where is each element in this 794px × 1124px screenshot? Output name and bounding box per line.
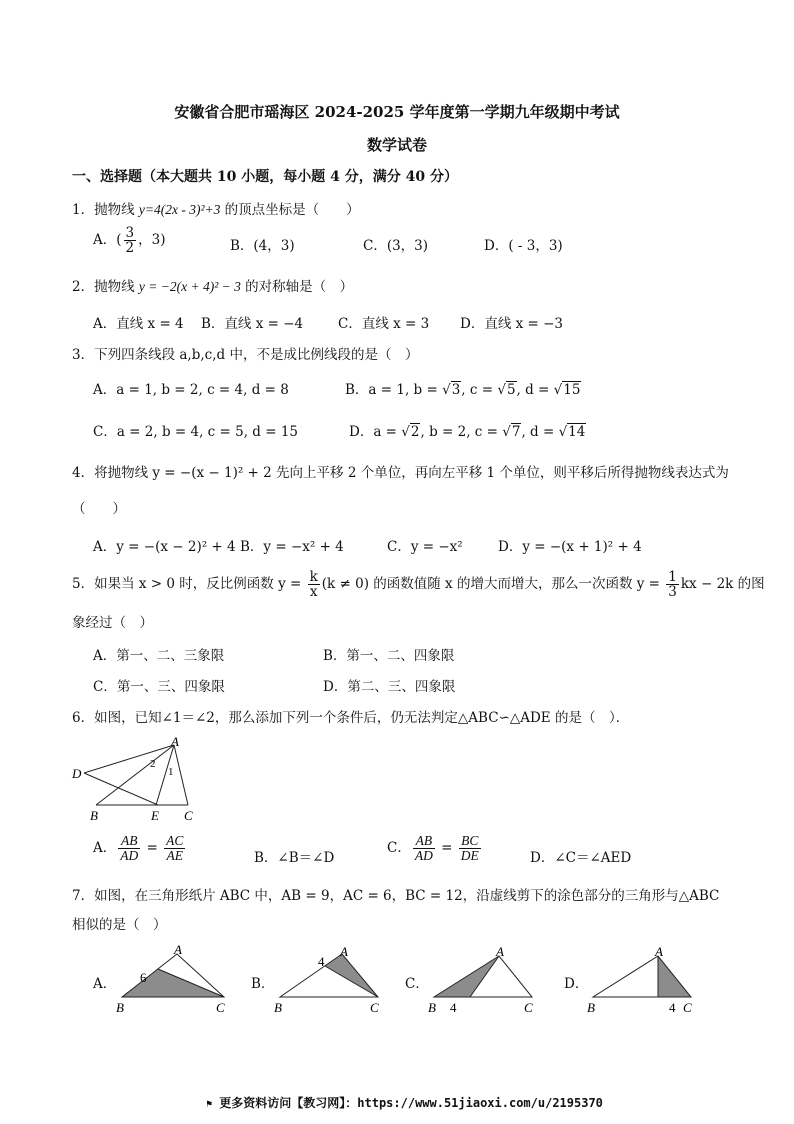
- label-c: C: [524, 1000, 533, 1015]
- question-6-stem: 6．如图，已知∠1＝∠2，那么添加下列一个条件后，仍无法判定△ABC∽△ADE 的是（ ）．: [72, 710, 630, 726]
- question-5-stem: 5．如果当 x > 0 时，反比例函数 y = $\frac{k}{x}$ (k ≠ 0) 的函数值随 x 的增大而增大，那么一次函数 y = $\frac{1}{3}$ kx − 2k 的图: [72, 569, 765, 601]
- page-subtitle: 数学试卷: [366, 136, 427, 154]
- label-b: B: [428, 1000, 436, 1015]
- q3-option-c: C．a = 2, b = 4, c = 5, d = 15: [93, 424, 298, 440]
- fig-label-c: C: [184, 808, 193, 823]
- fig-angle-2: 2: [150, 758, 156, 770]
- q5-stem-line2: 象经过（ ）: [72, 615, 153, 631]
- q4-option-d: D．y = −(x + 1)² + 4: [498, 539, 642, 555]
- footer-link[interactable]: [206, 1094, 603, 1111]
- label-c: C: [216, 1000, 225, 1015]
- label-a: A: [655, 944, 663, 959]
- question-4-stem: 4．将抛物线 y = −(x − 1)² + 2 先向上平移 2 个单位，再向左平移 1 个单位，则平移后所得抛物线表达式为: [72, 465, 729, 481]
- q2-option-c: C．直线 x = 3: [338, 316, 430, 332]
- q3-option-a: A．a = 1, b = 2, c = 4, d = 8: [93, 382, 289, 398]
- q1-option-d: D．( - 3，3): [484, 238, 563, 254]
- q5-option-b: B．第一、二、四象限: [323, 648, 455, 664]
- page-title: 安徽省合肥市瑶海区 2024-2025 学年度第一学期九年级期中考试: [174, 103, 620, 121]
- q2-option-d: D．直线 x = −3: [460, 316, 564, 332]
- q4-stem-paren: （ ）: [72, 501, 126, 517]
- label-len: 6: [140, 970, 147, 985]
- q7-label-b: B．: [251, 976, 275, 992]
- q7-figure-a: [112, 944, 234, 1016]
- q4-option-a: A．y = −(x − 2)² + 4: [93, 539, 236, 555]
- q4-option-b: B．y = −x² + 4: [240, 539, 344, 555]
- q2-option-b: B．直线 x = −4: [201, 316, 304, 332]
- fig-label-b: B: [90, 808, 98, 823]
- q2-option-a: A．直线 x = 4: [93, 316, 184, 332]
- q5-option-a: A．第一、二、三象限: [93, 648, 225, 664]
- q1-option-c: C．(3，3): [363, 238, 429, 254]
- q1-option-b: B．(4，3): [230, 238, 295, 254]
- label-b: B: [274, 1000, 282, 1015]
- question-3-stem: 3．下列四条线段 a,b,c,d 中，不是成比例线段的是（ ）: [72, 347, 419, 363]
- q5-option-c: C．第一、三、四象限: [93, 679, 225, 695]
- label-a: A: [340, 944, 348, 959]
- q7-label-c: C．: [405, 976, 429, 992]
- q4-option-c: C．y = −x²: [387, 539, 463, 555]
- q7-figure-d: [583, 944, 705, 1016]
- q6-option-c: C． $\frac{AB}{AD}$ = $\frac{BC}{DE}$: [387, 833, 479, 864]
- question-1-stem: 1．抛物线 y=4(2x - 3)²+3 的顶点坐标是（ ）: [72, 202, 360, 218]
- q3-option-b: B．a = 1, b = √3, c = √5, d = √15: [345, 382, 581, 398]
- label-c: C: [683, 1000, 692, 1015]
- label-len: 4: [450, 1000, 457, 1015]
- label-b: B: [116, 1000, 124, 1015]
- label-len: 4: [669, 1000, 676, 1015]
- footer-text: 更多资料访问【教习网】：https://www.51jiaoxi.com/u/2195370: [219, 1096, 603, 1110]
- q7-figure-b: [270, 944, 392, 1016]
- q3-option-d: D．a = √2, b = 2, c = √7, d = √14: [349, 424, 586, 440]
- question-7-stem: 7．如图，在三角形纸片 ABC 中，AB = 9，AC = 6，BC = 12，沿虚线剪下的涂色部分的三角形与△ABC: [72, 888, 720, 904]
- label-len: 4: [318, 954, 325, 969]
- section-heading: 一、选择题（本大题共 10 小题，每小题 4 分，满分 40 分）: [72, 169, 458, 185]
- fig-angle-1: 1: [168, 766, 174, 778]
- q6-option-b: B．∠B＝∠D: [254, 850, 335, 866]
- question-2-stem: 2．抛物线 y = −2(x + 4)² − 3 的对称轴是（ ）: [72, 279, 354, 295]
- q6-option-a: A． $\frac{AB}{AD}$ = $\frac{AC}{AE}$: [93, 833, 184, 864]
- q7-label-a: A．: [93, 976, 117, 992]
- q1-option-a: A．( $\frac{3}{2}$ ，3): [93, 225, 166, 257]
- flag-icon: ⚑: [206, 1099, 213, 1110]
- q7-figure-c: [424, 944, 546, 1016]
- label-c: C: [370, 1000, 379, 1015]
- label-a: A: [496, 944, 504, 959]
- q7-label-d: D．: [564, 976, 589, 992]
- fig-label-d: D: [72, 766, 82, 781]
- label-b: B: [587, 1000, 595, 1015]
- q6-option-d: D．∠C＝∠AED: [530, 850, 632, 866]
- label-a: A: [174, 944, 182, 957]
- q7-stem-line2: 相似的是（ ）: [72, 917, 167, 933]
- fig-label-e: E: [151, 808, 159, 823]
- q5-option-d: D．第二、三、四象限: [323, 679, 456, 695]
- q6-figure: [70, 735, 210, 827]
- fig-label-a: A: [171, 735, 179, 749]
